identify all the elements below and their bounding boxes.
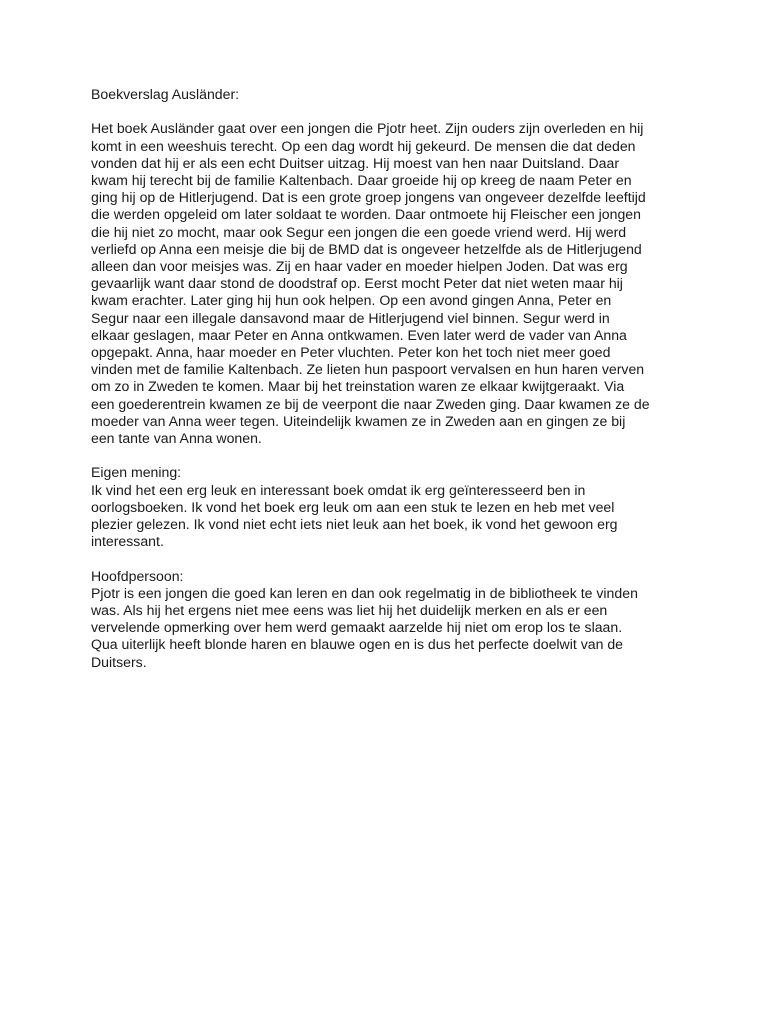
- summary-paragraph: Het boek Ausländer gaat over een jongen die Pjotr heet. Zijn ouders zijn overleden en hij komt in een weeshuis terecht. Op een dag wordt hij gekeurd. De mensen die dat deden vonden dat hij er als een echt Duitser uitzag. Hij moest van hen naar Duitsland. Daar kwam hij terecht bij de familie Kaltenbach. Daar groeide hij op kreeg de naam Peter en ging hij op de Hitlerjugend. Dat is een grote groep jongens van ongeveer dezelfde leeftijd die werden opgeleid om later soldaat te worden. Daar ontmoete hij Fleischer een jongen die hij niet zo mocht, maar ook Segur een jongen die een goede vriend werd. Hij werd verliefd op Anna een meisje die bij de BMD dat is ongeveer hetzelfde als de Hitlerjugend alleen dan voor meisjes was. Zij en haar vader en moeder hielpen Joden. Dat was erg gevaarlijk want daar stond de doodstraf op. Eerst mocht Peter dat niet weten maar hij kwam erachter. Later ging hij hun ook helpen. Op een avond gingen Anna, Peter en Segur naar een illegale dansavond maar de Hitlerjugend viel binnen. Segur werd in elkaar geslagen, maar Peter en Anna ontkwamen. Even later werd de vader van Anna opgepakt. Anna, haar moeder en Peter vluchten. Peter kon het toch niet meer goed vinden met de familie Kaltenbach. Ze lieten hun paspoort vervalsen en hun haren verven om zo in Zweden te komen. Maar bij het treinstation waren ze elkaar kwijtgeraakt. Via een goederentrein kwamen ze bij de veerpont die naar Zweden ging. Daar kwamen ze de moeder van Anna weer tegen. Uiteindelijk kwamen ze in Zweden aan en gingen ze bij een tante van Anna wonen.: [91, 120, 650, 447]
- opinion-paragraph: Ik vind het een erg leuk en interessant boek omdat ik erg geïnteresseerd ben in oorlogsboeken. Ik vond het boek erg leuk om aan een stuk te lezen en heb met veel plezier gelezen. Ik vond niet echt iets niet leuk aan het boek, ik vond het gewoon erg interessant.: [91, 481, 618, 550]
- paragraph-gap: [91, 550, 651, 567]
- protagonist-heading: Hoofdpersoon:: [91, 567, 184, 584]
- opinion-heading: Eigen mening:: [91, 464, 182, 481]
- protagonist-paragraph: Pjotr is een jongen die goed kan leren en dan ook regelmatig in de bibliotheek te vinden was. Als hij het ergens niet mee eens was liet hij het duidelijk merken en als er een vervelende opmerking over hem werd gemaakt aarzelde hij niet om erop los te slaan. Qua uiterlijk heeft blonde haren en blauwe ogen en is dus het perfecte doelwit van de Duitsers.: [91, 584, 638, 670]
- document-title: Boekverslag Ausländer:: [91, 86, 240, 102]
- paragraph-gap: [91, 103, 651, 120]
- paragraph-gap: [91, 447, 651, 464]
- document-body: [91, 86, 651, 671]
